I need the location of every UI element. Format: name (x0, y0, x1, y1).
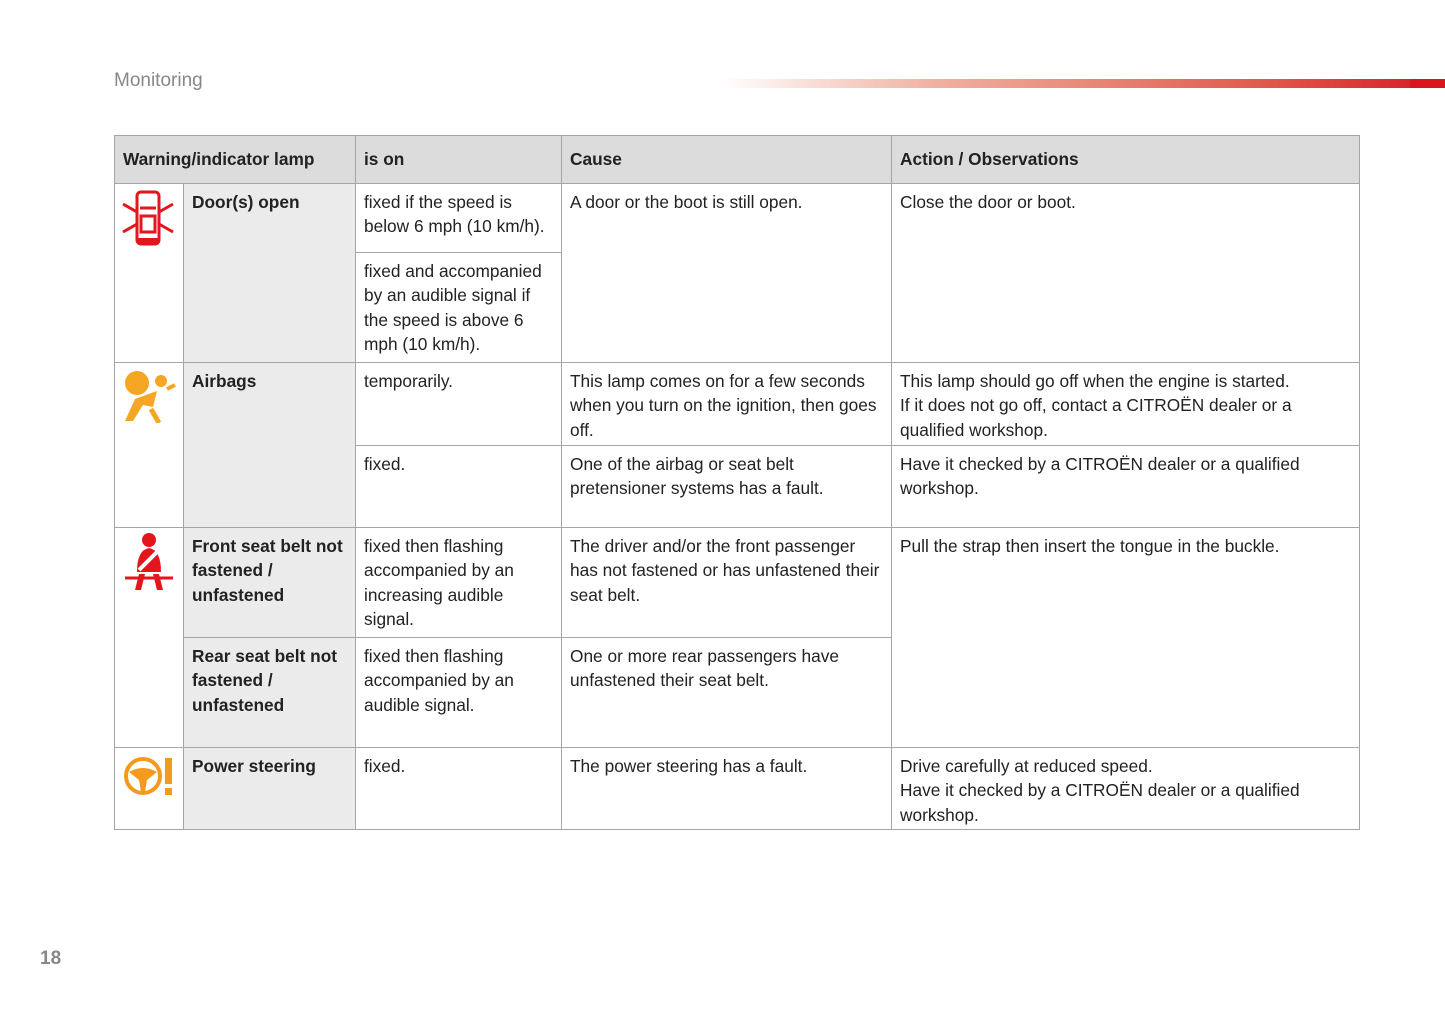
seat-belt-icon (115, 528, 184, 748)
header-accent-bar-end (1410, 79, 1445, 88)
door-is-on-2: fixed and accompanied by an audible signal if the speed is above 6 mph (10 km/h). (356, 253, 562, 363)
lamp-name-airbags: Airbags (184, 363, 356, 528)
airbag-is-on-1: temporarily. (356, 363, 562, 446)
header-accent-bar (720, 79, 1445, 88)
belt-action: Pull the strap then insert the tongue in the buckle. (892, 528, 1360, 748)
col-header-is-on: is on (356, 136, 562, 184)
airbag-action-1a: This lamp should go off when the engine is started. (900, 371, 1290, 391)
airbag-is-on-2: fixed. (356, 446, 562, 528)
section-title: Monitoring (114, 70, 203, 91)
front-belt-cause: The driver and/or the front passenger has not fastened or has unfastened their seat belt. (562, 528, 892, 638)
page-number: 18 (40, 948, 62, 969)
door-open-icon (115, 184, 184, 363)
door-is-on-1: fixed if the speed is below 6 mph (10 km/h). (356, 184, 562, 253)
col-header-lamp: Warning/indicator lamp (115, 136, 356, 184)
airbag-icon (115, 363, 184, 528)
airbag-cause-1: This lamp comes on for a few seconds when you turn on the ignition, then goes off. (562, 363, 892, 446)
steer-action-2: Have it checked by a CITROËN dealer or a qualified workshop. (900, 780, 1300, 825)
power-steering-icon (115, 748, 184, 830)
lamp-name-rear-seat-belt: Rear seat belt not fastened / unfastened (184, 638, 356, 748)
steer-action-1: Drive carefully at reduced speed. (900, 756, 1153, 776)
airbag-action-1b: If it does not go off, contact a CITROËN dealer or a qualified workshop. (900, 395, 1292, 440)
lamp-name-door: Door(s) open (184, 184, 356, 363)
lamp-name-power-steering: Power steering (184, 748, 356, 830)
door-action: Close the door or boot. (892, 184, 1360, 363)
rear-belt-is-on: fixed then flashing accompanied by an audible signal. (356, 638, 562, 748)
rear-belt-cause: One or more rear passengers have unfastened their seat belt. (562, 638, 892, 748)
col-header-cause: Cause (562, 136, 892, 184)
warning-lamp-table (114, 135, 1360, 830)
airbag-cause-2: One of the airbag or seat belt pretensioner systems has a fault. (562, 446, 892, 528)
door-cause: A door or the boot is still open. (562, 184, 892, 363)
steer-action (892, 748, 1360, 830)
steer-cause: The power steering has a fault. (562, 748, 892, 830)
col-header-action: Action / Observations (892, 136, 1360, 184)
front-belt-is-on: fixed then flashing accompanied by an increasing audible signal. (356, 528, 562, 638)
airbag-action-1 (892, 363, 1360, 446)
lamp-name-front-seat-belt: Front seat belt not fastened / unfastened (184, 528, 356, 638)
airbag-action-2: Have it checked by a CITROËN dealer or a qualified workshop. (892, 446, 1360, 528)
steer-is-on: fixed. (356, 748, 562, 830)
